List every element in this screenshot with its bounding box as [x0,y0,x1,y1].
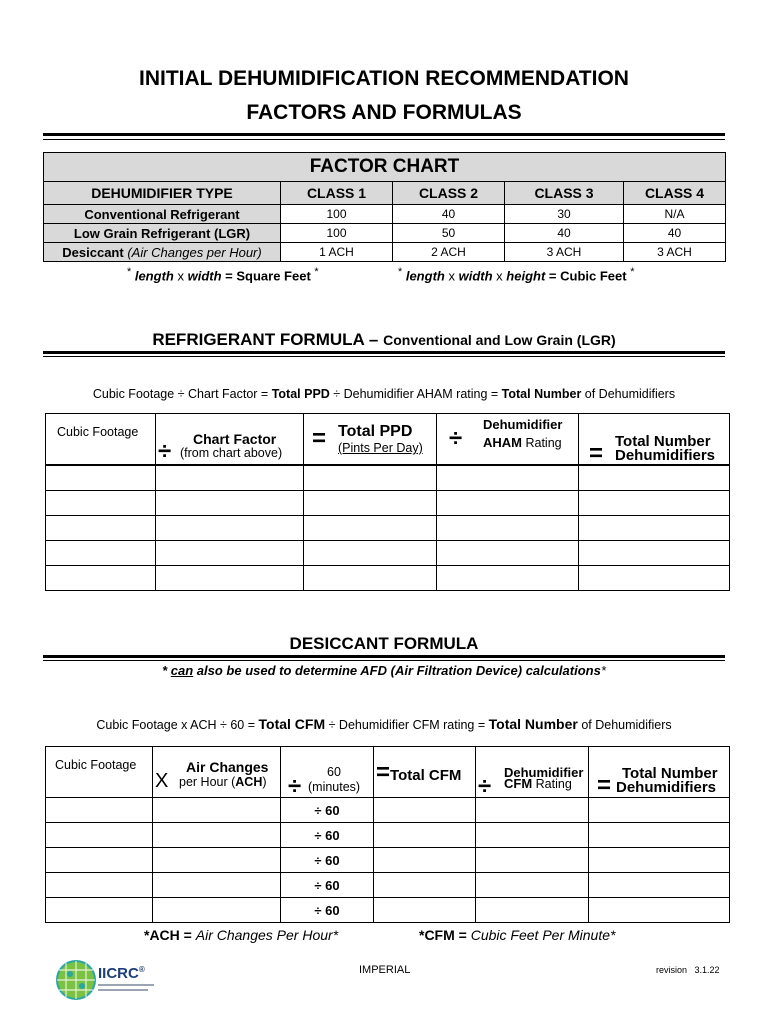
divide-symbol: ÷ [478,773,492,800]
input-cell[interactable] [156,541,304,566]
table-row [46,566,730,591]
hdr-air-changes [153,747,281,798]
input-cell[interactable] [579,516,730,541]
hdr-sub: per Hour ( [179,775,236,789]
footer-imperial: IMPERIAL [359,964,411,976]
logo-text: IICRC [98,965,139,982]
hdr-text: Dehumidifier [483,417,563,432]
factor-row-lgr [44,224,726,243]
input-cell[interactable] [476,798,589,823]
cfm-definition [419,927,615,943]
note-x: x [177,268,184,284]
hdr-cubic-footage [46,747,153,798]
hdr-total-ppd [304,414,437,466]
input-cell[interactable] [46,848,153,873]
page-title-line1: INITIAL DEHUMIDIFICATION RECOMMENDATION [139,67,629,90]
table-row [46,541,730,566]
hdr-text: Total CFM [390,767,462,784]
factor-chart-banner: FACTOR CHART [44,153,726,182]
hdr-total-number [589,747,730,798]
note-eq: = Square Feet [225,268,311,284]
table-row [46,491,730,516]
input-cell[interactable] [46,541,156,566]
cell: 100 [281,224,393,243]
refrigerant-title: REFRIGERANT FORMULA [152,330,365,349]
refrigerant-section-title [0,330,768,350]
cell: 40 [505,224,624,243]
equals-symbol: = [312,425,327,452]
hdr-text: Total Number [615,433,711,450]
cell: 3 ACH [505,243,624,262]
input-cell[interactable] [46,491,156,516]
desiccant-section-title: DESICCANT FORMULA [289,634,479,653]
note-width: width [187,268,222,284]
formula-bold: Total CFM [258,716,326,732]
input-cell[interactable] [437,491,579,516]
input-cell[interactable] [46,898,153,923]
def-value: Cubic Feet Per Minute* [470,927,616,943]
input-cell[interactable] [579,491,730,516]
volume-note [398,266,634,283]
hdr-text: CFM [504,776,533,791]
table-row [46,465,730,491]
input-cell[interactable] [156,566,304,591]
dash: – [368,330,379,349]
hdr-cubic-footage [46,414,156,466]
hdr-sub: (Pints Per Day) [338,441,423,455]
cell: 100 [281,205,393,224]
table-row [46,898,730,923]
title-rule [43,133,725,136]
hdr-minutes [281,747,374,798]
refrigerant-rule-thin [43,356,725,357]
footer-revision [656,965,720,975]
formula-bold: Total PPD [271,387,330,401]
input-cell[interactable] [153,873,281,898]
input-cell[interactable] [437,516,579,541]
divide-sixty-cell: ÷ 60 [281,848,374,873]
row-label: Desiccant [62,244,124,260]
input-cell[interactable] [46,465,156,491]
input-cell[interactable] [46,516,156,541]
cell: 50 [393,224,505,243]
divide-sixty-cell: ÷ 60 [281,823,374,848]
input-cell[interactable] [304,465,437,491]
divide-sixty-cell: ÷ 60 [281,873,374,898]
hdr-sub: (from chart above) [180,446,283,460]
hdr-text: Total Number [622,765,718,782]
input-cell[interactable] [304,566,437,591]
input-cell[interactable] [153,898,281,923]
row-label: Conventional Refrigerant [44,205,281,224]
hdr-sub: Rating [535,777,572,791]
input-cell[interactable] [46,566,156,591]
input-cell[interactable] [374,873,476,898]
input-cell[interactable] [437,541,579,566]
input-cell[interactable] [476,898,589,923]
formula-text: ÷ Dehumidifier AHAM rating = [329,387,502,401]
formula-bold: Total Number [501,387,582,401]
input-cell[interactable] [476,848,589,873]
logo-reg: ® [138,965,145,974]
equals-symbol: = [589,440,604,467]
star: * [630,266,635,278]
table-row [46,823,730,848]
cell: 2 ACH [393,243,505,262]
ach-definition [144,927,338,943]
iicrc-logo-icon [56,960,96,1000]
hdr-text: 60 [327,765,341,779]
hdr-cfm-rating [476,747,589,798]
row-label-note: (Air Changes per Hour) [127,244,262,260]
area-note [127,266,319,283]
input-cell[interactable] [579,465,730,491]
hdr-text: Cubic Footage [55,758,137,772]
hdr-sub: Rating [525,436,562,450]
desiccant-worksheet [45,746,730,923]
input-cell[interactable] [476,823,589,848]
divide-sixty-cell: ÷ 60 [281,798,374,823]
note-can: can [170,663,194,678]
title-rule-thin [43,139,725,140]
formula-text: Cubic Footage ÷ Chart Factor = [92,387,272,401]
input-cell[interactable] [156,491,304,516]
def-key: *ACH = [144,927,192,943]
table-row [46,873,730,898]
note-length: length [134,268,174,284]
input-cell[interactable] [153,798,281,823]
page-title-line2: FACTORS AND FORMULAS [246,101,522,124]
input-cell[interactable] [589,848,730,873]
desiccant-rule [43,655,725,658]
input-cell[interactable] [589,823,730,848]
def-key: *CFM = [419,927,467,943]
factor-row-desiccant [44,243,726,262]
hdr-text: AHAM [483,435,522,450]
revision-label: revision [656,965,688,975]
logo-tagline-line [98,989,148,991]
divide-symbol: ÷ [158,438,172,465]
desiccant-note [0,663,768,678]
equals-symbol: = [597,772,612,799]
divide-symbol: ÷ [449,425,463,452]
hdr-total-cfm [374,747,476,798]
note-eq: = Cubic Feet [548,268,627,284]
input-cell[interactable] [374,898,476,923]
star: * [162,663,168,678]
hdr-text: Dehumidifiers [615,447,716,464]
input-cell[interactable] [304,541,437,566]
hdr-text: Cubic Footage [57,425,139,439]
formula-text: Cubic Footage x ACH ÷ 60 = [96,718,259,732]
star: * [398,266,403,278]
hdr-text: Air Changes [186,759,269,775]
col-header-class2: CLASS 2 [393,182,505,205]
hdr-text: Chart Factor [193,431,277,447]
desiccant-rule-thin [43,660,725,661]
x-symbol: X [155,770,169,792]
formula-text: of Dehumidifiers [577,718,672,732]
note-length: length [405,268,445,284]
star: * [600,663,606,678]
table-row [46,516,730,541]
hdr-total-number [579,414,730,466]
star: * [314,266,319,278]
note-height: height [506,268,546,284]
cell: 1 ACH [281,243,393,262]
iicrc-logo-text [98,965,145,982]
refrigerant-rule [43,351,725,354]
input-cell[interactable] [153,823,281,848]
refrigerant-worksheet [45,413,730,591]
note-width: width [458,268,493,284]
input-cell[interactable] [437,465,579,491]
formula-bold: Total Number [488,716,578,732]
col-header-class4: CLASS 4 [624,182,726,205]
formula-text: of Dehumidifiers [581,387,676,401]
hdr-chart-factor [156,414,304,466]
table-row [46,848,730,873]
cell: N/A [624,205,726,224]
input-cell[interactable] [476,873,589,898]
refrigerant-subtitle: Conventional and Low Grain (LGR) [383,332,616,348]
hdr-text: Total PPD [338,423,413,440]
input-cell[interactable] [374,823,476,848]
note-x: x [496,268,503,284]
cell: 40 [393,205,505,224]
refrigerant-formula [0,387,768,401]
input-cell[interactable] [153,848,281,873]
def-value: Air Changes Per Hour* [195,927,339,943]
input-cell[interactable] [46,823,153,848]
hdr-text: ACH [235,775,263,789]
input-cell[interactable] [374,798,476,823]
cell: 30 [505,205,624,224]
input-cell[interactable] [589,798,730,823]
divide-sixty-cell: ÷ 60 [281,898,374,923]
factor-row-conventional [44,205,726,224]
hdr-sub: (minutes) [308,780,361,794]
cell: 3 ACH [624,243,726,262]
formula-text: ÷ Dehumidifier CFM rating = [325,718,489,732]
divide-symbol: ÷ [288,773,302,800]
desiccant-formula [0,716,768,732]
note-x: x [448,268,455,284]
input-cell[interactable] [304,491,437,516]
factor-chart-table [43,152,726,262]
hdr-text: Dehumidifiers [616,779,717,796]
row-label-desiccant [44,243,281,262]
input-cell[interactable] [374,848,476,873]
col-header-class1: CLASS 1 [281,182,393,205]
star: * [127,266,132,278]
input-cell[interactable] [156,516,304,541]
input-cell[interactable] [589,898,730,923]
revision-value: 3.1.22 [694,965,720,975]
col-header-class3: CLASS 3 [505,182,624,205]
col-header-type: DEHUMIDIFIER TYPE [44,182,281,205]
input-cell[interactable] [579,541,730,566]
input-cell[interactable] [156,465,304,491]
note-text: also be used to determine AFD (Air Filtration Device) calculations [193,663,601,678]
row-label: Low Grain Refrigerant (LGR) [44,224,281,243]
cell: 40 [624,224,726,243]
hdr-text: Dehumidifier [504,765,584,780]
hdr-sub: ) [262,775,267,789]
input-cell[interactable] [304,516,437,541]
input-cell[interactable] [46,798,153,823]
hdr-aham [437,414,579,466]
input-cell[interactable] [437,566,579,591]
table-row [46,798,730,823]
logo-tagline-line [98,984,154,986]
equals-symbol: = [376,759,391,786]
input-cell[interactable] [589,873,730,898]
input-cell[interactable] [579,566,730,591]
input-cell[interactable] [46,873,153,898]
